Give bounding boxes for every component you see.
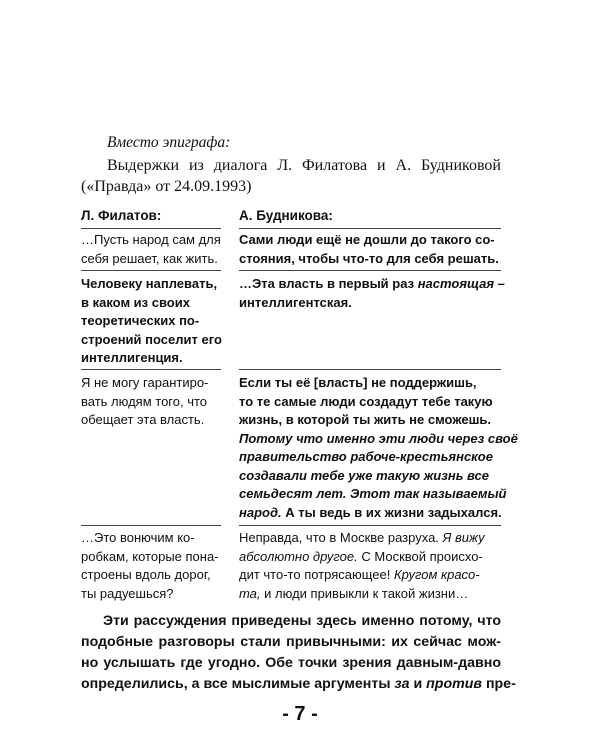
- text-fragment: и: [409, 676, 427, 692]
- filatov-remark: [81, 231, 221, 268]
- text-line: …Это вонючим ко-: [81, 530, 195, 545]
- text-line: интеллигенция.: [81, 350, 183, 365]
- epigraph-subtitle: [81, 155, 501, 197]
- divider: [239, 228, 501, 229]
- text-line: создавали тебе уже такую жизнь все: [239, 467, 490, 483]
- text-line: [239, 504, 501, 523]
- text-fragment: дит что-то потрясающее!: [239, 567, 394, 582]
- text-fragment: пре-: [482, 676, 516, 692]
- text-line: интеллигентская.: [239, 294, 352, 310]
- divider: [81, 369, 221, 370]
- text-line: в каком из своих: [81, 294, 190, 310]
- divider: [239, 369, 501, 370]
- text-line: строены вдоль дорог,: [81, 567, 211, 582]
- epigraph-title: Вместо эпиграфа:: [107, 134, 231, 151]
- paragraph-line: [81, 674, 516, 695]
- text-line: [239, 275, 505, 294]
- text-line: себя решает, как жить.: [81, 250, 218, 266]
- divider: [81, 228, 221, 229]
- text-line: [239, 585, 501, 604]
- italic-fragment: настоящая: [417, 276, 495, 291]
- divider: [81, 525, 221, 526]
- italic-fragment: против: [426, 676, 482, 692]
- paragraph-line: Эти рассуждения приведены здесь именно потому, что: [103, 613, 501, 629]
- paragraph-line: но услышать где угодно. Обе точки зрения давным-давно: [81, 655, 501, 671]
- budnikova-remark: [239, 374, 518, 522]
- text-fragment: …Эта власть в первый раз: [239, 276, 418, 291]
- text-line: Я не могу гарантиро-: [81, 375, 209, 390]
- divider: [239, 270, 501, 271]
- text-line: стояния, чтобы что-то для себя решать.: [239, 250, 499, 266]
- italic-fragment: абсолютно другое.: [239, 548, 358, 564]
- budnikova-remark: [239, 275, 505, 312]
- divider: [239, 525, 501, 526]
- filatov-remark: [81, 275, 221, 368]
- text-line: правительство рабоче-крестьянское: [239, 449, 493, 464]
- page-number: - 7 -: [282, 703, 318, 725]
- text-line: строений поселит его: [81, 331, 222, 347]
- text-line: ты радуешься?: [81, 585, 174, 601]
- text-line: робкам, которые пона-: [81, 548, 219, 564]
- italic-fragment: та,: [239, 585, 261, 601]
- epigraph-subtitle-line: Выдержки из диалога Л. Филатова и А. Будниковой: [107, 157, 501, 174]
- italic-fragment: Я вижу: [442, 530, 485, 545]
- text-line: [239, 566, 501, 585]
- budnikova-remark: [239, 529, 501, 603]
- speaker-filatov-header: Л. Филатов:: [81, 208, 162, 223]
- filatov-remark: [81, 374, 221, 430]
- text-line: семьдесят лет. Этот так называемый: [239, 486, 507, 501]
- text-line: жизнь, в которой ты жить не сможешь.: [239, 412, 492, 427]
- text-fragment: –: [494, 276, 505, 291]
- epigraph-subtitle-line: («Правда» от 24.09.1993): [81, 178, 252, 195]
- text-line: Сами люди ещё не дошли до такого со-: [239, 232, 495, 247]
- speaker-budnikova-header: А. Будникова:: [239, 208, 333, 223]
- text-fragment: и люди привыкли к такой жизни…: [260, 585, 469, 601]
- text-line: Если ты её [власть] не поддержишь,: [239, 375, 477, 390]
- text-line: то те самые люди создадут тебе такую: [239, 393, 493, 409]
- text-line: Человеку наплевать,: [81, 276, 218, 291]
- text-line: теоретических по-: [81, 313, 200, 328]
- text-line: Потому что именно эти люди через своё: [239, 430, 518, 446]
- body-paragraph: [81, 611, 516, 695]
- text-fragment: С Москвой происхо-: [357, 548, 483, 564]
- divider: [81, 270, 221, 271]
- text-line: [239, 548, 501, 567]
- paragraph-line: подобные разговоры стали привычными: их сейчас мож-: [81, 634, 501, 650]
- italic-fragment: за: [394, 676, 410, 692]
- text-fragment: определились, а все мыслимые аргументы: [81, 676, 395, 692]
- italic-fragment: народ.: [239, 504, 282, 520]
- text-line: …Пусть народ сам для: [81, 232, 221, 247]
- filatov-remark: [81, 529, 221, 603]
- text-line: [239, 529, 501, 548]
- budnikova-remark: [239, 231, 501, 268]
- text-fragment: Неправда, что в Москве разруха.: [239, 530, 443, 545]
- text-line: обещает эта власть.: [81, 412, 205, 427]
- text-line: вать людям того, что: [81, 393, 208, 409]
- text-fragment: А ты ведь в их жизни задыхался.: [281, 504, 502, 520]
- italic-fragment: Кругом красо-: [393, 567, 480, 582]
